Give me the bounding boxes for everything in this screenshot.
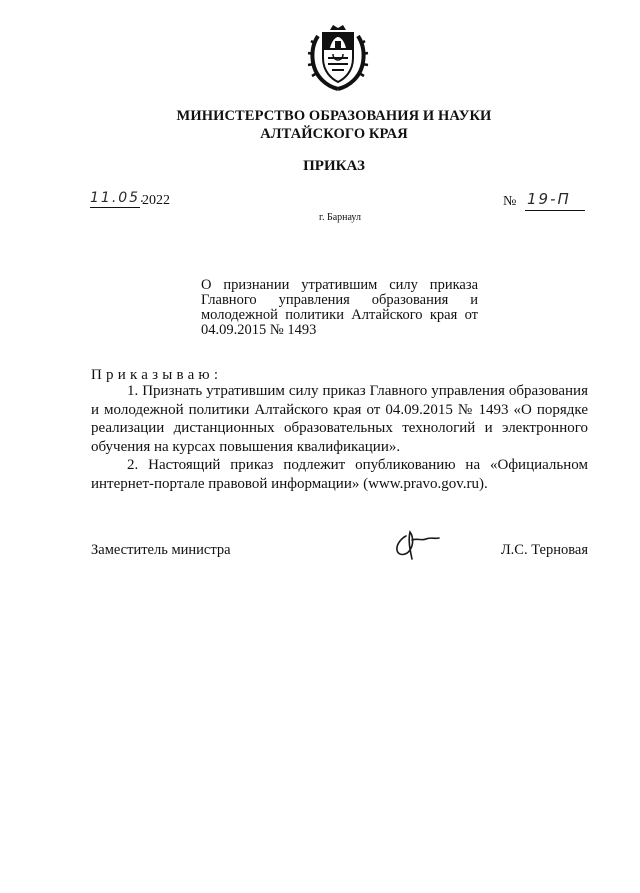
- date-handwritten: 11.05.: [90, 190, 147, 206]
- ministry-name: [0, 107, 640, 143]
- ministry-line-2: АЛТАЙСКОГО КРАЯ: [260, 126, 408, 142]
- paragraph-1: [91, 382, 588, 456]
- subject-line: Главного управления образования и: [201, 292, 478, 308]
- number-sign: №: [503, 194, 517, 209]
- paragraph-line: реализации дистанционных образовательных технологий и электронного: [91, 420, 588, 436]
- order-subject: [201, 278, 478, 338]
- paragraph-line: 2. Настоящий приказ подлежит опубликованию на «Официальном: [127, 457, 588, 473]
- ministry-line-1: МИНИСТЕРСТВО ОБРАЗОВАНИЯ И НАУКИ: [176, 108, 492, 124]
- document-type: ПРИКАЗ: [303, 158, 365, 174]
- coat-of-arms-icon: [306, 22, 370, 92]
- subject-line: молодежной политики Алтайского края от: [201, 307, 478, 323]
- order-word: Приказываю:: [91, 367, 223, 383]
- signatory-name: Л.С. Терновая: [500, 542, 588, 558]
- paragraph-line: и молодежной политики Алтайского края от 04.09.2015 № 1493 «О порядке: [91, 401, 588, 418]
- handwritten-signature: [392, 528, 442, 560]
- paragraph-2: [91, 456, 588, 493]
- paragraph-line: 1. Признать утратившим силу приказ Главного управления образования: [127, 383, 588, 399]
- subject-line: О признании утратившим силу приказа: [201, 277, 478, 293]
- date-underline: [90, 207, 140, 208]
- number-handwritten: 19-П: [527, 190, 571, 208]
- signatory-position: Заместитель министра: [91, 542, 231, 558]
- subject-line: 04.09.2015 № 1493: [201, 322, 317, 338]
- paragraph-line: обучения на курсах повышения квалификации».: [91, 438, 401, 455]
- number-underline: [525, 210, 585, 211]
- date-year: 2022: [142, 193, 170, 208]
- city: г. Барнаул: [319, 212, 361, 223]
- paragraph-line: интернет-портале правовой информации» (www.pravo.gov.ru).: [91, 475, 488, 492]
- order-date: [90, 190, 200, 212]
